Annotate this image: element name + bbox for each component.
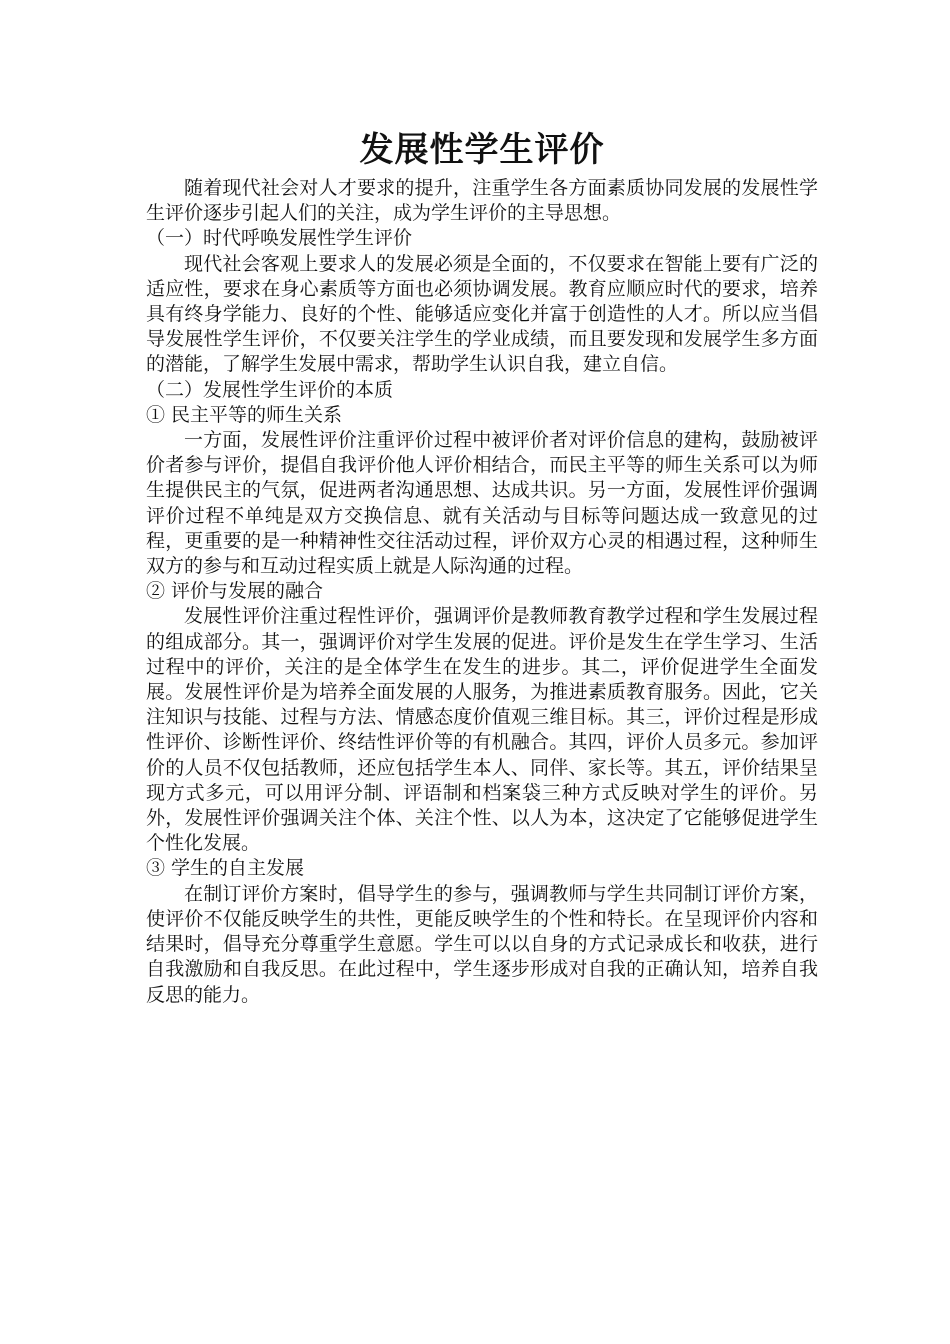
intro-paragraph: 随着现代社会对人才要求的提升，注重学生各方面素质协同发展的发展性学生评价逐步引起人们的关注，成为学生评价的主导思想。: [146, 177, 818, 225]
section-paragraph-1: 现代社会客观上要求人的发展必须是全面的，不仅要求在智能上要有广泛的适应性，要求在身心素质等方面也必须协调发展。教育应顺应时代的要求，培养具有终身学能力、良好的个性、能够适应变化并富于创造性的人才。所以应当倡导发展性学生评价，不仅要关注学生的学业成绩，而且要发现和发展学生多方面的潜能，了解学生发展中需求，帮助学生认识自我，建立自信。: [146, 252, 818, 376]
section-heading-2: （二）发展性学生评价的本质: [146, 378, 394, 401]
document-title: 发展性学生评价: [359, 130, 605, 170]
subsection-paragraph-2: 发展性评价注重过程性评价，强调评价是教师教育教学过程和学生发展过程的组成部分。其一，强调评价对学生发展的促进。评价是发生在学生学习、生活过程中的评价，关注的是全体学生在发生的进步。其二，评价促进学生全面发展。发展性评价是为培养全面发展的人服务，为推进素质教育服务。因此，它关注知识与技能、过程与方法、情感态度价值观三维目标。其三，评价过程是形成性评价、诊断性评价、终结性评价等的有机融合。其四，评价人员多元。参加评价的人员不仅包括教师，还应包括学生本人、同伴、家长等。其五，评价结果呈现方式多元，可以用评分制、评语制和档案袋三种方式反映对学生的评价。另外，发展性评价强调关注个体、关注个性、以人为本，这决定了它能够促进学生个性化发展。: [146, 605, 818, 855]
subsection-heading-2: ② 评价与发展的融合: [146, 580, 324, 603]
subsection-paragraph-3: 在制订评价方案时，倡导学生的参与，强调教师与学生共同制订评价方案，使评价不仅能反映学生的共性，更能反映学生的个性和特长。在呈现评价内容和结果时，倡导充分尊重学生意愿。学生可以以自身的方式记录成长和收获，进行自我激励和自我反思。在此过程中，学生逐步形成对自我的正确认知，培养自我反思的能力。: [146, 882, 818, 1006]
section-heading-1: （一）时代呼唤发展性学生评价: [146, 227, 413, 250]
document-page: [146, 128, 818, 1008]
subsection-paragraph-1: 一方面，发展性评价注重评价过程中被评价者对评价信息的建构，鼓励被评价者参与评价，提倡自我评价他人评价相结合，而民主平等的师生关系可以为师生提供民主的气氛，促进两者沟通思想、达成共识。另一方面，发展性评价强调评价过程不单纯是双方交换信息、就有关活动与目标等问题达成一致意见的过程，更重要的是一种精神性交往活动过程，评价双方心灵的相遇过程，这种师生双方的参与和互动过程实质上就是人际沟通的过程。: [146, 429, 818, 578]
subsection-heading-1: ① 民主平等的师生关系: [146, 403, 343, 426]
subsection-heading-3: ③ 学生的自主发展: [146, 857, 305, 880]
